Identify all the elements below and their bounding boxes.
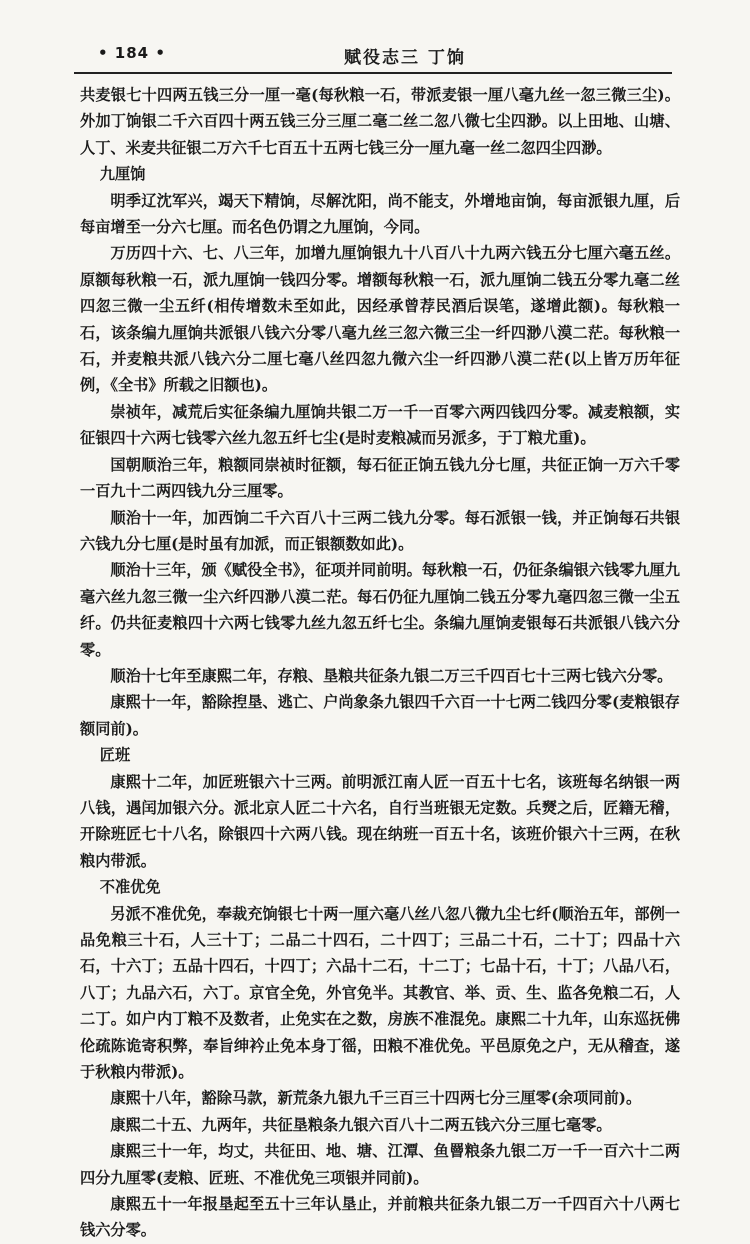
paragraph: 另派不准优免，奉裁充饷银七十两一厘六毫八丝八忽八微九尘七纤(顺治五年，部例一品免粮三十石，人三十丁；二品二十四石，二十四丁；三品二十石，二十丁；四品十六石，十六丁；五品十四石，十四丁；六品十二石，十二丁；七品十石，十丁；八品八石，八丁；九品六石，六丁。京官全免，外官免半。其教官、举、贡、生、监各免粮二石，人二丁。如户内丁粮不及数者，止免实在之数，房族不准混免。康熙二十九年，山东巡抚佛伦疏陈诡寄积弊，奉旨绅衿止免本身丁徭，田粮不准优免。平邑原免之户，无从稽查，遂于秋粮内带派)。	[80, 904, 680, 1082]
page-number: • 184 •	[98, 44, 166, 62]
paragraph: 崇祯年，减荒后实征条编九厘饷共银二万一千一百零六两四钱四分零。减麦粮额，实征银四十六两七钱零六丝九忽五纤七尘(是时麦粮减而另派多，于丁粮尤重)。	[80, 402, 680, 448]
paragraph: 顺治十七年至康熙二年，存粮、垦粮共征条九银二万三千四百七十三两七钱六分零。	[110, 666, 673, 685]
running-title: 赋役志三 丁饷	[344, 48, 466, 68]
section-heading-jiuli-xiang: 九厘饷	[99, 165, 146, 184]
paragraph-intro: 共麦银七十四两五钱三分一厘一毫(每秋粮一石，带派麦银一厘八毫九丝一忽三微三尘)。外加丁饷银二千六百四十两五钱三分三厘二毫二丝二忽八微七尘四渺。以上田地、山塘、人丁、米麦共征银二万六千七百五十五两七钱三分一厘九毫一丝二忽四尘四渺。	[80, 86, 680, 157]
paragraph: 明季辽沈军兴，竭天下精饷，尽解沈阳，尚不能支，外增地亩饷，每亩派银九厘，后每亩增至一分六七厘。而名色仍谓之九厘饷，今同。	[80, 191, 680, 237]
paragraph: 顺治十一年，加西饷二千六百八十三两二钱九分零。每石派银一钱，并正饷每石共银六钱九分七厘(是时虽有加派，而正银额数如此)。	[80, 508, 680, 553]
page-header	[74, 38, 672, 74]
paragraph: 康熙三十一年，均丈，共征田、地、塘、江潭、鱼罾粮条九银二万一千一百六十二两四分九厘零(麦粮、匠班、不准优免三项银并同前)。	[80, 1142, 680, 1187]
paragraph: 万历四十六、七、八三年，加增九厘饷银九十八百八十九两六钱五分七厘六毫五丝。原额每秋粮一石，派九厘饷一钱四分零。增额每秋粮一石，派九厘饷二钱五分零九毫二丝四忽三微一尘五纤(相传增数未至如此，因经承曾荐民酒后误笔，遂增此额)。每秋粮一石，该条编九厘饷共派银八钱六分零八毫九丝三忽六微三尘一纤四渺八漠二茫。每秋粮一石，并麦粮共派八钱六分二厘七毫八丝四忽九微六尘一纤四渺八漠二茫(以上皆万历年征例，《全书》所载之旧额也)。	[80, 244, 680, 395]
paragraph: 康熙十二年，加匠班银六十三两。前明派江南人匠一百五十七名，该班每名纳银一两八钱，遇闰加银六分。派北京人匠二十六名，自行当班银无定数。兵燹之后，匠籍无稽，开除班匠七十八名，除银四十六两八钱。现在纳班一百五十名，该班价银六十三两，在秋粮内带派。	[80, 772, 680, 870]
paragraph: 康熙二十五、九两年，共征垦粮条九银六百八十二两五钱六分三厘七毫零。	[110, 1115, 612, 1134]
paragraph: 康熙十八年，豁除马款，新荒条九银九千三百三十四两七分三厘零(余项同前)。	[110, 1089, 642, 1108]
section-heading-buzhun-youmian: 不准优免	[99, 878, 161, 897]
paragraph: 国朝顺治三年，粮额同崇祯时征额，每石征正饷五钱九分七厘，共征正饷一万六千零一百九十二两四钱九分三厘零。	[80, 455, 680, 501]
paragraph: 顺治十三年，颁《赋役全书》，征项并同前明。每秋粮一石，仍征条编银六钱零九厘九毫六丝九忽三微一尘六纤四渺八漠二茫。每石仍征九厘饷二钱五分零九毫四忽三微一尘五纤。仍共征麦粮四十六两七钱零九丝九忽五纤七尘。条编九厘饷麦银每石共派银八钱六分零。	[80, 561, 680, 659]
section-heading-jiang-ban: 匠班	[99, 746, 131, 765]
paragraph: 康熙五十一年报垦起至五十三年认垦止，并前粮共征条九银二万一千四百六十八两七钱六分零。	[80, 1195, 680, 1240]
page-body	[80, 82, 680, 1244]
paragraph: 康熙十一年，豁除揑垦、逃亡、户尚象条九银四千六百一十七两二钱四分零(麦粮银存额同前)。	[80, 693, 680, 738]
